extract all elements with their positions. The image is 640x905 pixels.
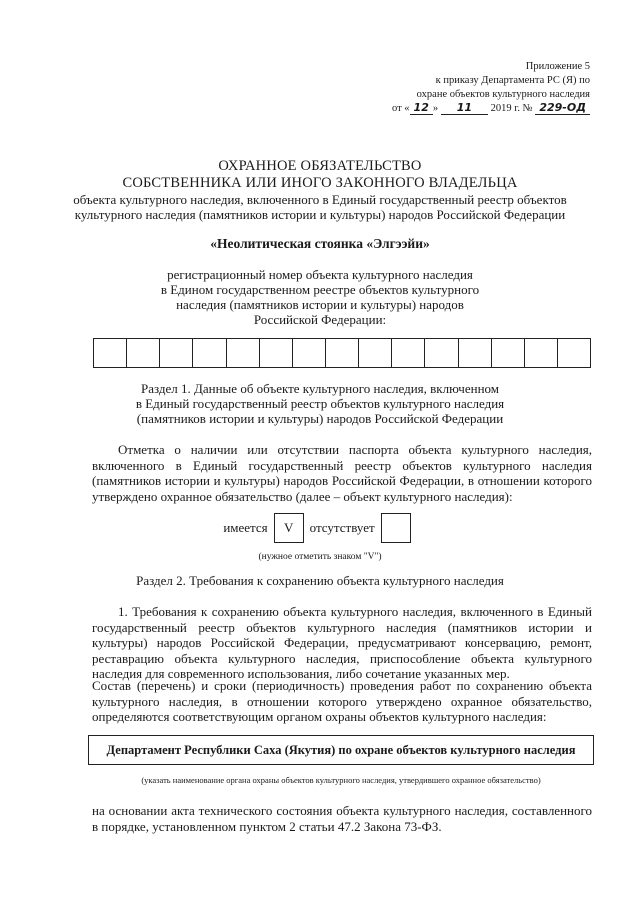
registration-digit-cell[interactable] (425, 339, 458, 367)
registration-line-3: наследия (памятников истории и культуры) народов (176, 297, 464, 312)
registration-digit-cell[interactable] (525, 339, 558, 367)
registration-digit-cell[interactable] (459, 339, 492, 367)
section-1-line-2: в Единый государственный реестр объектов культурного наследия (135, 396, 505, 411)
title-line-3: объекта культурного наследия, включенного в Единый государственный реестр объектов (73, 192, 567, 207)
registration-digit-cell[interactable] (293, 339, 326, 367)
date-prefix: от « (391, 103, 410, 114)
date-mid: » (432, 103, 439, 114)
registration-digit-cell[interactable] (492, 339, 525, 367)
registration-digit-cell[interactable] (94, 339, 127, 367)
registration-line-2: в Едином государственном реестре объектов культурного (160, 282, 480, 297)
department-name-box: Департамент Республики Саха (Якутия) по охране объектов культурного наследия (88, 735, 594, 765)
has-passport-label: имеется (223, 520, 268, 535)
appendix-order-ref: к приказу Департамента РС (Я) по (435, 75, 590, 86)
basis-paragraph: на основании акта технического состояния объекта культурного наследия, составленного в порядке, установленном пунктом 2 статьи 47.2 Закона 73-ФЗ. (92, 803, 592, 834)
date-day-handwritten: 12 (410, 102, 433, 115)
has-passport-checkbox[interactable]: V (274, 513, 304, 543)
passport-paragraph: Отметка о наличии или отсутствии паспорта объекта культурного наследия, включенного в Единый государственный реестр объектов культурного наследия (памятников истории и культуры) народов Российской Федерации, в отношении которого утверждено охранное обязательство (далее – объект культурного наследия): (92, 442, 592, 504)
appendix-header (330, 60, 590, 116)
registration-digit-cell[interactable] (260, 339, 293, 367)
no-passport-label: отсутствует (309, 520, 375, 535)
section-1-heading (60, 381, 580, 426)
department-note: (указать наименование органа охраны объектов культурного наследия, утвердившего охранное обязательство) (141, 775, 541, 785)
object-name: «Неолитическая стоянка «Элгээйи» (210, 236, 430, 251)
passport-check-row (0, 513, 640, 543)
title-line-4: культурного наследия (памятников истории и культуры) народов Российской Федерации (74, 207, 566, 222)
composition-paragraph: Состав (перечень) и сроки (периодичность) проведения работ по сохранению объекта культурного наследия, в отношении которого утверждено охранное обязательство, определяются соответствующим органом охраны объектов культурного наследия: (92, 678, 592, 724)
section-1-line-3: (памятников истории и культуры) народов Российской Федерации (136, 411, 504, 426)
registration-digit-cell[interactable] (326, 339, 359, 367)
appendix-date-line (330, 102, 590, 116)
title-line-1: ОХРАННОЕ ОБЯЗАТЕЛЬСТВО (218, 158, 422, 174)
date-year: 2019 г. № (490, 103, 533, 114)
registration-digit-cell[interactable] (227, 339, 260, 367)
registration-digit-cell[interactable] (160, 339, 193, 367)
no-passport-checkbox[interactable] (381, 513, 411, 543)
registration-digit-cell[interactable] (359, 339, 392, 367)
registration-line-1: регистрационный номер объекта культурного наследия (167, 267, 473, 282)
section-1-line-1: Раздел 1. Данные об объекте культурного наследия, включенном (140, 381, 500, 396)
date-month-handwritten: 11 (441, 102, 488, 115)
registration-digit-cell[interactable] (558, 339, 590, 367)
appendix-order-ref-cont: охране объектов культурного наследия (416, 89, 590, 100)
registration-digit-cell[interactable] (392, 339, 425, 367)
registration-digit-cell[interactable] (193, 339, 226, 367)
registration-number-grid (93, 338, 591, 368)
registration-digit-cell[interactable] (127, 339, 160, 367)
section-2-heading: Раздел 2. Требования к сохранению объекта культурного наследия (136, 573, 504, 588)
check-note: (нужное отметить знаком "V") (258, 552, 382, 562)
title-line-2: СОБСТВЕННИКА ИЛИ ИНОГО ЗАКОННОГО ВЛАДЕЛЬЦА (122, 175, 518, 191)
order-number-handwritten: 229-ОД (535, 102, 590, 115)
registration-line-4: Российской Федерации: (253, 312, 387, 327)
document-title (60, 158, 580, 222)
requirements-paragraph: 1. Требования к сохранению объекта культурного наследия, включенного в Единый государственный реестр объектов культурного наследия (памятников истории и культуры) народов Российской Федерации, предусматривают консервацию, ремонт, реставрацию объекта культурного наследия, приспособление объекта культурного наследия для современного использования, либо сочетание указанных мер. (92, 604, 592, 681)
appendix-title: Приложение 5 (525, 61, 590, 72)
registration-label (60, 267, 580, 327)
